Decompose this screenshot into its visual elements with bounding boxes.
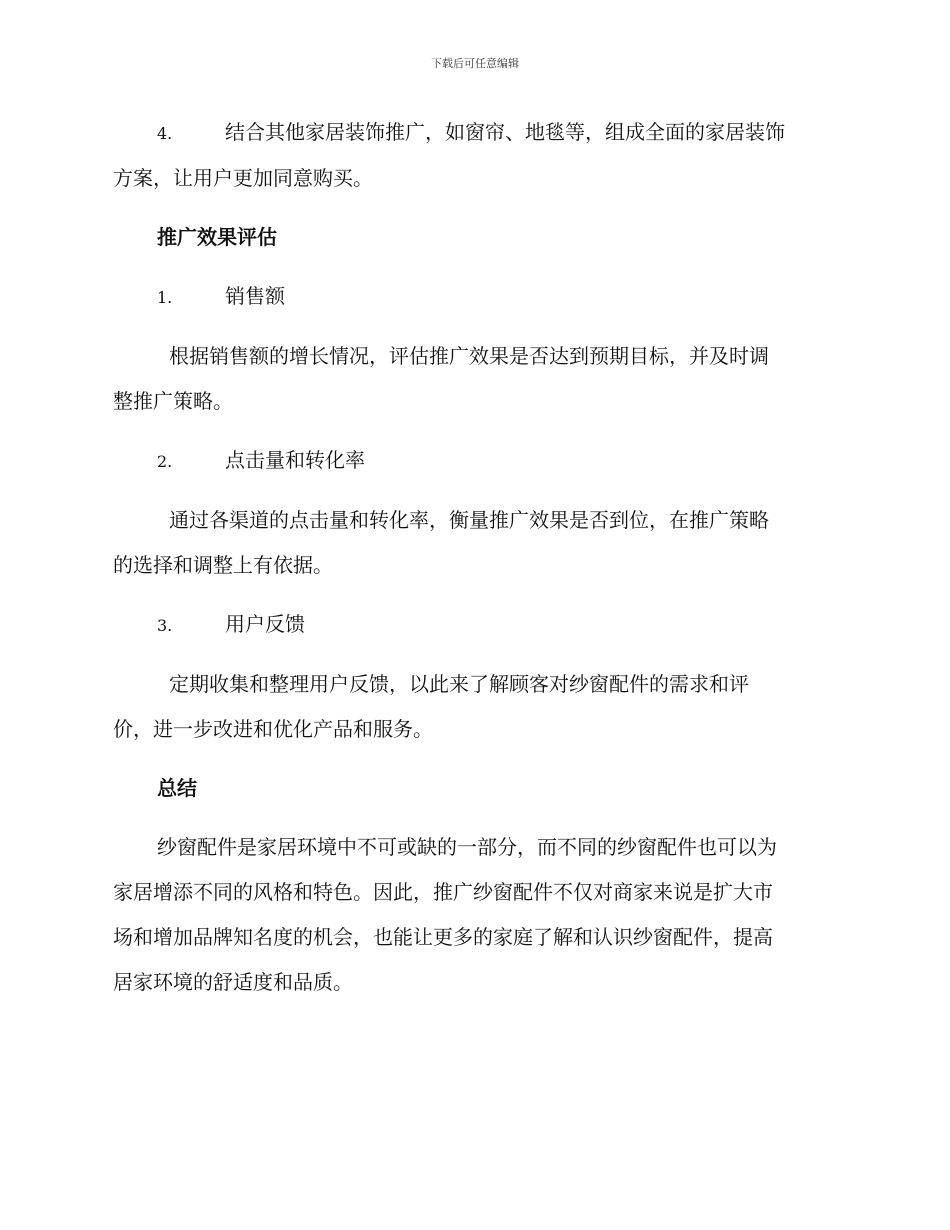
section-heading-summary: 总结 xyxy=(157,776,197,800)
list-item-text-continued: 方案，让用户更加同意购买。 xyxy=(113,166,373,190)
document-content xyxy=(113,110,837,1019)
list-item-text: 结合其他家居装饰推广，如窗帘、地毯等，组成全面的家居装饰 xyxy=(225,120,785,144)
paragraph: 通过各渠道的点击量和转化率，衡量推广效果是否到位，在推广策略 的选择和调整上有依据。 xyxy=(113,508,769,577)
section-heading-evaluation: 推广效果评估 xyxy=(157,225,277,249)
list-item-number: 2. xyxy=(157,452,173,471)
list-item-title: 2. 点击量和转化率 xyxy=(113,438,837,484)
paragraph: 根据销售额的增长情况，评估推广效果是否达到预期目标，并及时调 整推广策略。 xyxy=(113,344,769,413)
list-item-number: 3. xyxy=(157,616,173,635)
list-item xyxy=(113,110,837,201)
page-header: 下载后可任意编辑 xyxy=(431,57,519,70)
summary-paragraph: 纱窗配件是家居环境中不可或缺的一部分，而不同的纱窗配件也可以为 家居增添不同的风格和特色。因此，推广纱窗配件不仅对商家来说是扩大市 场和增加品牌知名度的机会，也能让更多的家庭了解和认识纱窗配件，提高 居家环境的舒适度和品质。 xyxy=(113,835,777,994)
list-item-number: 4. xyxy=(157,124,173,143)
list-item-number: 1. xyxy=(157,288,173,307)
paragraph: 定期收集和整理用户反馈，以此来了解顾客对纱窗配件的需求和评 价，进一步改进和优化产品和服务。 xyxy=(113,672,749,741)
list-item-title: 1. 销售额 xyxy=(113,274,837,320)
list-item-title: 3. 用户反馈 xyxy=(113,602,837,648)
